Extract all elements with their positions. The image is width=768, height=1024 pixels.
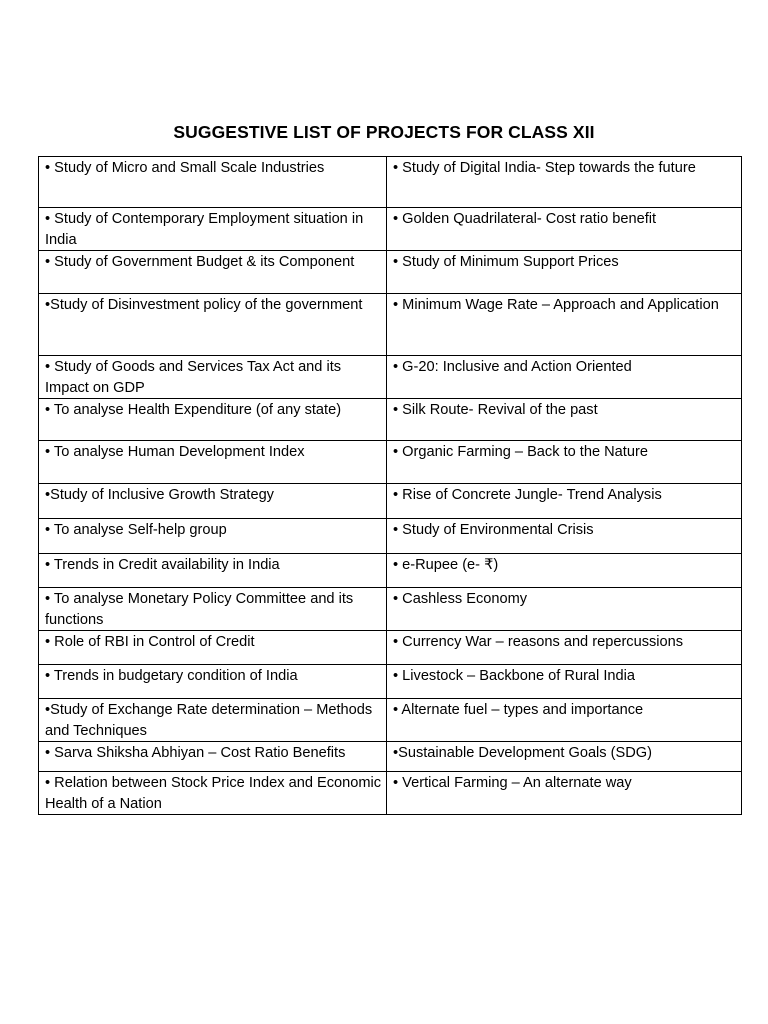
project-cell-left: •Study of Exchange Rate determination – Methods and Techniques <box>39 699 387 742</box>
project-cell-right: • Study of Digital India- Step towards the future <box>387 157 742 208</box>
table-row <box>39 631 742 665</box>
project-cell-left: • Study of Micro and Small Scale Industries <box>39 157 387 208</box>
project-cell-left: • Study of Government Budget & its Component <box>39 251 387 294</box>
project-cell-left: • To analyse Health Expenditure (of any state) <box>39 399 387 441</box>
table-row <box>39 742 742 772</box>
project-cell-right: • e-Rupee (e- ₹) <box>387 554 742 588</box>
project-cell-left: • Study of Contemporary Employment situation in India <box>39 208 387 251</box>
table-row <box>39 699 742 742</box>
project-cell-left: • Relation between Stock Price Index and Economic Health of a Nation <box>39 772 387 815</box>
table-row <box>39 399 742 441</box>
page-title: SUGGESTIVE LIST OF PROJECTS FOR CLASS XII <box>173 122 595 142</box>
project-cell-right: • Rise of Concrete Jungle- Trend Analysis <box>387 484 742 519</box>
project-cell-left: •Study of Inclusive Growth Strategy <box>39 484 387 519</box>
project-cell-right: • Golden Quadrilateral- Cost ratio benefit <box>387 208 742 251</box>
table-row <box>39 772 742 815</box>
table-row <box>39 251 742 294</box>
table-row <box>39 665 742 699</box>
projects-table <box>38 156 742 815</box>
table-row <box>39 441 742 484</box>
project-cell-right: • Study of Environmental Crisis <box>387 519 742 554</box>
project-cell-left: •Study of Disinvestment policy of the government <box>39 294 387 356</box>
table-row <box>39 208 742 251</box>
project-cell-right: • Cashless Economy <box>387 588 742 631</box>
table-row <box>39 554 742 588</box>
table-row <box>39 484 742 519</box>
project-cell-right: • Alternate fuel – types and importance <box>387 699 742 742</box>
project-cell-left: • Study of Goods and Services Tax Act and its Impact on GDP <box>39 356 387 399</box>
project-cell-left: • To analyse Self-help group <box>39 519 387 554</box>
table-row <box>39 588 742 631</box>
project-cell-right: • Organic Farming – Back to the Nature <box>387 441 742 484</box>
table-row <box>39 356 742 399</box>
project-cell-right: • G-20: Inclusive and Action Oriented <box>387 356 742 399</box>
project-cell-right: • Livestock – Backbone of Rural India <box>387 665 742 699</box>
project-cell-right: • Vertical Farming – An alternate way <box>387 772 742 815</box>
project-cell-left: • Sarva Shiksha Abhiyan – Cost Ratio Benefits <box>39 742 387 772</box>
project-cell-left: • To analyse Monetary Policy Committee and its functions <box>39 588 387 631</box>
project-cell-right: •Sustainable Development Goals (SDG) <box>387 742 742 772</box>
project-cell-left: • Trends in Credit availability in India <box>39 554 387 588</box>
project-cell-left: • To analyse Human Development Index <box>39 441 387 484</box>
project-cell-right: • Currency War – reasons and repercussions <box>387 631 742 665</box>
project-cell-right: • Study of Minimum Support Prices <box>387 251 742 294</box>
project-cell-left: • Trends in budgetary condition of India <box>39 665 387 699</box>
project-cell-left: • Role of RBI in Control of Credit <box>39 631 387 665</box>
project-cell-right: • Minimum Wage Rate – Approach and Application <box>387 294 742 356</box>
table-row <box>39 294 742 356</box>
table-row <box>39 519 742 554</box>
table-row <box>39 157 742 208</box>
project-cell-right: • Silk Route- Revival of the past <box>387 399 742 441</box>
